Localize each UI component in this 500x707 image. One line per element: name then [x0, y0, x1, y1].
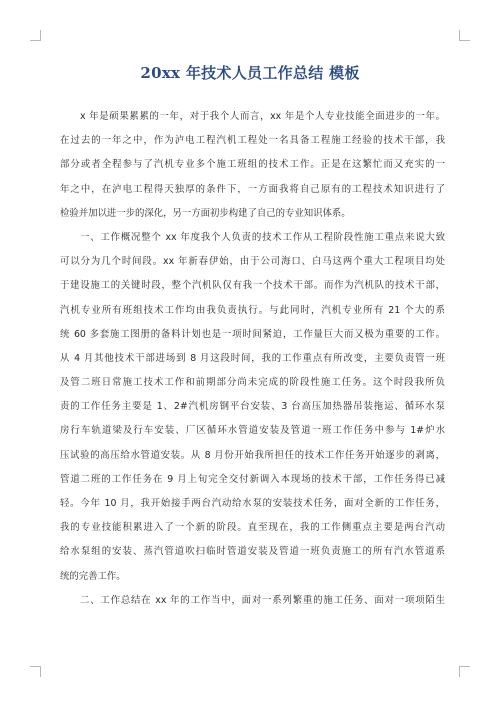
crop-mark-bottom-left [30, 666, 41, 677]
body-line: 一、工作概况整个 xx 年度我个人负责的技术工作从工程阶段性施工重点来说大致 [80, 231, 445, 243]
crop-mark-bottom-right [459, 666, 470, 677]
body-line: 部分或者全程参与了汽机专业多个施工班组的技术工作。正是在这繁忙而又充实的一 [60, 159, 445, 171]
body-line: 压试验的高压给水管道安装。从 8 月份开始我所担任的技术工作任务开始逐步的剥离， [60, 449, 445, 461]
body-line: 在过去的一年之中，作为泸电工程汽机工程处一名具备工程施工经验的技术干部，我 [60, 135, 445, 147]
body-line: 管道二班的工作任务在 9 月上旬完全交付新调入本现场的技术干部，工作任务得已减 [60, 473, 445, 485]
body-line: 年之中，在泸电工程得天独厚的条件下，一方面我将自己原有的工程技术知识进行了 [60, 183, 445, 195]
crop-mark-top-right [459, 30, 470, 41]
body-line: 轻。今年 10 月，我开始接手两台汽动给水泵的安装技术任务，面对全新的工作任务， [60, 498, 445, 509]
body-line: 于建设施工的关键时段，整个汽机队仅有我一个技术干部。而作为汽机队的技术干部， [60, 280, 445, 292]
body-line: 责的工作任务主要是 1、2#汽机房钢平台安装、3 台高压加热器吊装拖运、循环水泵 [60, 401, 445, 413]
body-line: 给水泵组的安装、蒸汽管道吹扫临时管道安装及管道一班负责施工的所有汽水管道系 [60, 546, 445, 558]
document-body [60, 105, 445, 613]
body-line: 统 60 多套施工图册的备料计划也是一项时间紧迫，工作量巨大而又极为重要的工作。 [60, 328, 445, 340]
body-line: 可以分为几个时间段。xx 年新春伊始，由于公司海口、白马这两个重大工程项目均处 [60, 256, 445, 268]
body-line: 从 4 月其他技术干部进场到 8 月这段时间，我的工作重点有所改变，主要负责管一班 [60, 352, 445, 364]
body-line: 二、工作总结在 xx 年的工作当中，面对一系列繁重的施工任务、面对一项项陌生 [80, 594, 445, 606]
body-line: x 年是硕果累累的一年，对于我个人而言，xx 年是个人专业技能全面进步的一年。 [80, 111, 445, 122]
body-line: 检验并加以进一步的深化，另一方面初步构建了自己的专业知识体系。 [60, 207, 351, 219]
body-line: 及管二班日常施工技术工作和前期部分尚未完成的阶段性施工任务。这个时段我所负 [60, 377, 445, 389]
body-line: 房行车轨道梁及行车安装、厂区循环水管道安装及管道一班工作任务中参与 1#炉水 [60, 425, 445, 437]
document-title: 20xx 年技术人员工作总结 模板 [140, 64, 360, 82]
crop-mark-top-left [30, 30, 41, 41]
body-line: 汽机专业所有班组技术工作均由我负责执行。与此同时，汽机专业所有 21 个大的系 [60, 304, 445, 316]
body-line: 我的专业技能积累进入了一个新的阶段。直至现在，我的工作侧重点主要是两台汽动 [60, 522, 445, 534]
body-line: 统的完善工作。 [60, 570, 126, 582]
